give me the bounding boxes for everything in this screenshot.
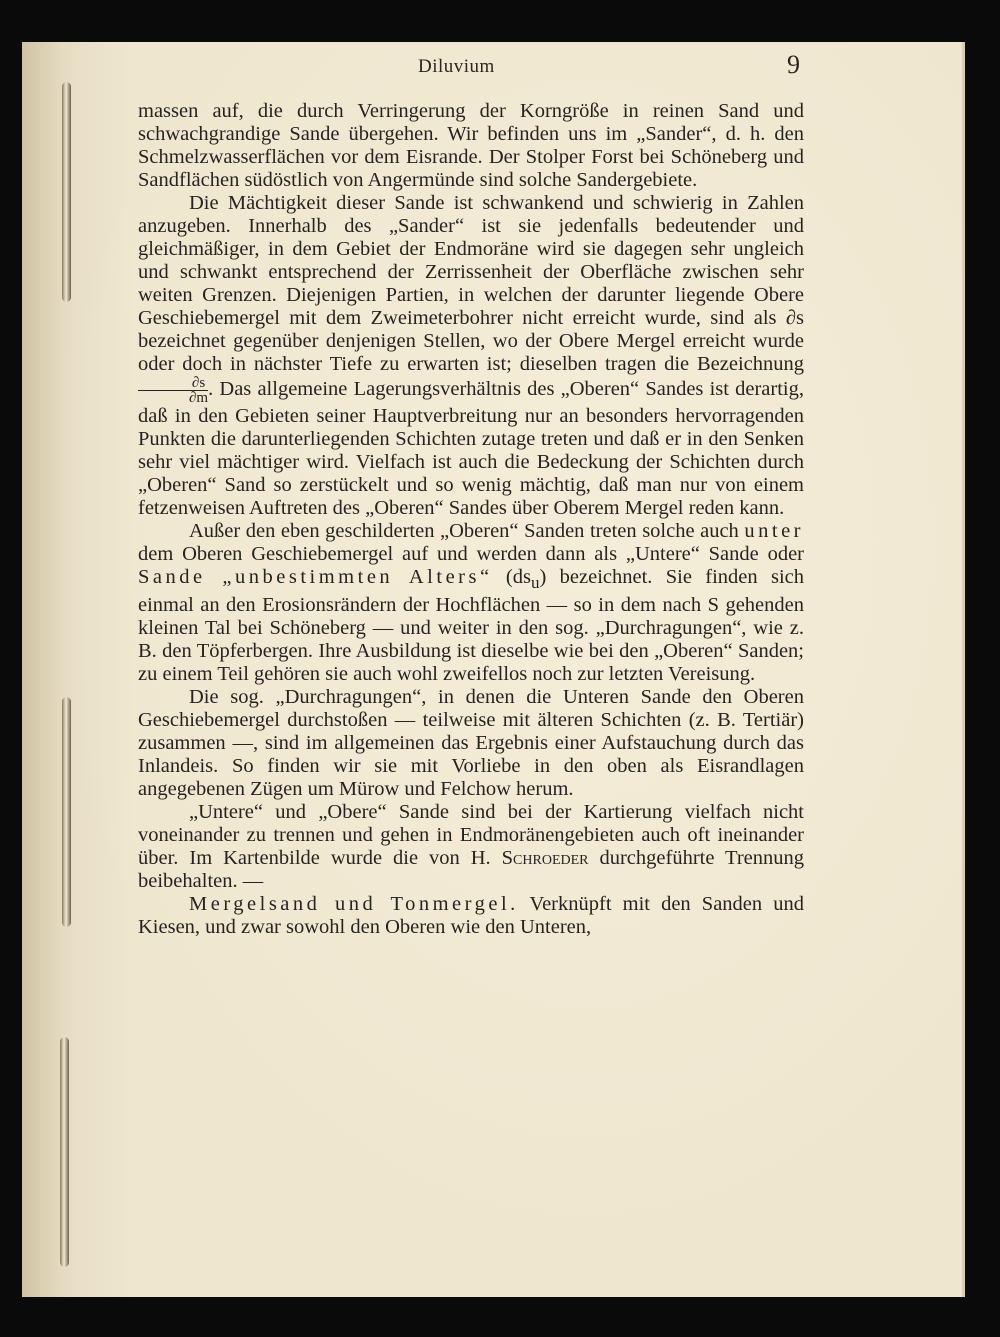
binding-thread-middle <box>62 697 71 927</box>
section-heading-mergelsand: Mergelsand und Tonmergel. <box>189 893 519 916</box>
running-title: Diluvium <box>418 56 495 77</box>
paragraph-2-part-b: . Das allgemeine Lagerungsverhältnis des „Oberen“ Sandes ist derartig, daß in den Gebieten seiner Hauptverbreitung nur an besonders hervorragenden Punkten die darunterliegenden Schichten zutage treten und daß er in den Senken sehr viel mächtiger wird. Vielfach ist auch die Bedeckung der Schichten durch „Oberen“ Sand so zerstückelt und so wenig mächtig, daß man nur von einem fetzenweisen Auftreten des „Oberen“ Sandes über Oberem Mergel reden kann. <box>138 378 804 519</box>
paragraph-3-part-a: Außer den eben geschilderten „Oberen“ Sanden treten solche auch <box>189 520 739 542</box>
paragraph-6-text: Verknüpft mit den Sanden und Kiesen, und zwar sowohl den Oberen wie den Unteren, <box>138 893 805 939</box>
paragraph-3 <box>138 520 804 686</box>
spaced-sande-unbestimmten-alters: Sande „unbestimmten Alters“ <box>138 566 493 588</box>
paragraph-2-part-a: Die Mächtigkeit dieser Sande ist schwankend und schwierig in Zahlen anzugeben. Innerhalb des „Sander“ ist sie jedenfalls bedeutender und gleichmäßiger, in dem Gebiet der Endmoräne wird sie dagegen sehr ungleich und schwankt entsprechend der Zerrissenheit der Oberfläche zwischen sehr weiten Grenzen. Diejenigen Partien, in welchen der darunter liegende Obere Geschiebemergel mit dem Zweimeterbohrer nicht erreicht wurde, sind als ∂s bezeichnet gegenüber denjenigen Stellen, wo der Obere Mergel erreicht wurde oder doch in nächster Tiefe zu erwarten ist; dieselben tragen die Bezeichnung <box>138 192 804 375</box>
fraction-numerator: ∂s <box>138 376 208 391</box>
paragraph-5-part-a: „Untere“ und „Obere“ Sande sind bei der Kartierung vielfach nicht voneinander zu trennen und gehen in Endmoränengebieten auch oft ineinander über. Im Kartenbilde wurde die von H. <box>138 801 804 870</box>
paragraph-3-part-b: dem Oberen Geschiebemergel auf und werden dann als „Untere“ Sande oder <box>138 543 804 565</box>
paragraph-5-part-b: durchgeführte Trennung beibehalten. — <box>138 847 805 893</box>
paragraph-3-part-c: ) bezeichnet. Sie finden sich einmal an den Erosionsrändern der Hochflächen — so in dem nach S gehenden kleinen Tal bei Schöneberg — und weiter in den sog. „Durchragungen“, wie z. B. den Töpferbergen. Ihre Ausbildung ist dieselbe wie bei den „Oberen“ Sanden; zu einem Teil gehören sie auch wohl zweifellos noch zur letzten Vereisung. <box>138 566 804 686</box>
body-text <box>138 100 804 939</box>
ds-symbol: (ds <box>505 566 531 588</box>
paragraph-4: Die sog. „Durchragungen“, in denen die Unteren Sande den Oberen Geschiebemergel durchstoßen — teilweise mit älteren Schichten (z. B. Tertiär) zusammen —, sind im allgemeinen das Ergebnis einer Aufstauchung durch das Inlandeis. So finden wir sie mit Vorliebe in den oben als Eisrandlagen angegebenen Zügen um Mürow und Felchow herum. <box>138 686 804 801</box>
binding-thread-top <box>62 82 71 302</box>
spaced-unter: unter <box>744 520 804 542</box>
ds-subscript: u <box>530 573 540 593</box>
paragraph-6 <box>138 893 804 939</box>
paragraph-1: massen auf, die durch Verringerung der Korngröße in reinen Sand und schwachgrandige Sande übergehen. Wir befinden uns im „Sander“, d. h. den Schmelzwasserflächen vor dem Eisrande. Der Stolper Forst bei Schöneberg und Sandflächen südöstlich von Angermünde sind solche Sandergebiete. <box>138 100 804 191</box>
fraction-ds-dm <box>138 376 208 405</box>
author-name: Schroeder <box>501 847 589 870</box>
binding-thread-bottom <box>60 1037 69 1267</box>
paragraph-5 <box>138 801 804 893</box>
page-number: 9 <box>787 50 800 79</box>
fraction-denominator: ∂m <box>189 390 209 406</box>
binding-gutter <box>22 42 82 1297</box>
paragraph-2 <box>138 192 804 520</box>
